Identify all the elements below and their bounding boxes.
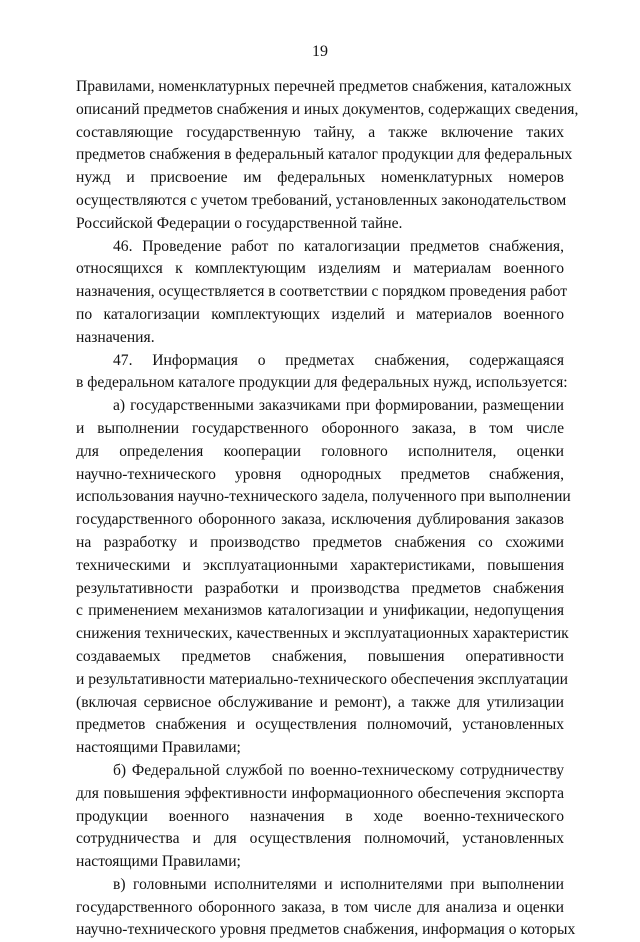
text-line: назначения, осуществляется в соответствии с порядком проведения работ <box>76 283 568 301</box>
text-line: с применением механизмов каталогизации и унификации, недопущения <box>76 602 564 620</box>
text-line: 47. Информация о предметах снабжения, содержащаяся <box>113 351 564 369</box>
text-line: государственного оборонного заказа, в том числе для анализа и оценки <box>76 898 564 916</box>
text-line: относящихся к комплектующим изделиям и материалам военного <box>76 260 564 278</box>
text-line: снижения технических, качественных и эксплуатационных характеристик <box>76 625 569 643</box>
text-line: сотрудничества и для осуществления полномочий, установленных <box>76 830 564 848</box>
text-line: осуществляются с учетом требований, установленных законодательством <box>76 191 567 209</box>
text-line: и выполнении государственного оборонного заказа, в том числе <box>76 419 564 437</box>
text-line: б) Федеральной службой по военно-техническому сотрудничеству <box>113 761 564 779</box>
text-line: техническими и эксплуатационными характеристиками, повышения <box>76 556 564 574</box>
text-line: назначения. <box>76 328 155 346</box>
text-line: научно-технического уровня предметов снабжения, информация о которых <box>76 921 576 939</box>
text-line: для определения кооперации головного исполнителя, оценки <box>76 442 564 460</box>
text-line: на разработку и производство предметов снабжения со схожими <box>76 533 564 551</box>
document-body <box>76 76 579 942</box>
text-line: государственного оборонного заказа, исключения дублирования заказов <box>76 511 564 529</box>
text-line: и результативности материально-технического обеспечения эксплуатации <box>76 670 568 688</box>
text-line: создаваемых предметов снабжения, повышения оперативности <box>76 647 564 665</box>
text-line: составляющие государственную тайну, а также включение таких <box>76 123 564 141</box>
text-line: научно-технического уровня однородных предметов снабжения, <box>76 465 564 483</box>
text-line: предметов снабжения в федеральный каталог продукции для федеральных <box>76 146 573 164</box>
text-line: настоящими Правилами; <box>76 739 241 757</box>
text-line: а) государственными заказчиками при формировании, размещении <box>113 397 564 415</box>
text-line: результативности разработки и производства предметов снабжения <box>76 579 564 597</box>
text-line: для повышения эффективности информационного обеспечения экспорта <box>76 784 564 802</box>
text-line: 46. Проведение работ по каталогизации предметов снабжения, <box>113 237 564 255</box>
text-line: нужд и присвоение им федеральных номенклатурных номеров <box>76 169 564 187</box>
text-line: Российской Федерации о государственной тайне. <box>76 214 403 232</box>
text-line: настоящими Правилами; <box>76 853 241 871</box>
text-line: в) головными исполнителями и исполнителями при выполнении <box>113 875 564 893</box>
text-line: (включая сервисное обслуживание и ремонт), а также для утилизации <box>76 693 564 711</box>
text-line: по каталогизации комплектующих изделий и материалов военного <box>76 305 564 323</box>
text-line: продукции военного назначения в ходе военно-технического <box>76 807 564 825</box>
text-line: предметов снабжения и осуществления полномочий, установленных <box>76 716 564 734</box>
text-line: описаний предметов снабжения и иных документов, содержащих сведения, <box>76 100 579 118</box>
text-line: в федеральном каталоге продукции для федеральных нужд, используется: <box>76 374 568 392</box>
page-number: 19 <box>312 43 328 60</box>
text-line: использования научно-технического задела, полученного при выполнении <box>76 488 571 506</box>
text-line: Правилами, номенклатурных перечней предметов снабжения, каталожных <box>76 78 572 95</box>
